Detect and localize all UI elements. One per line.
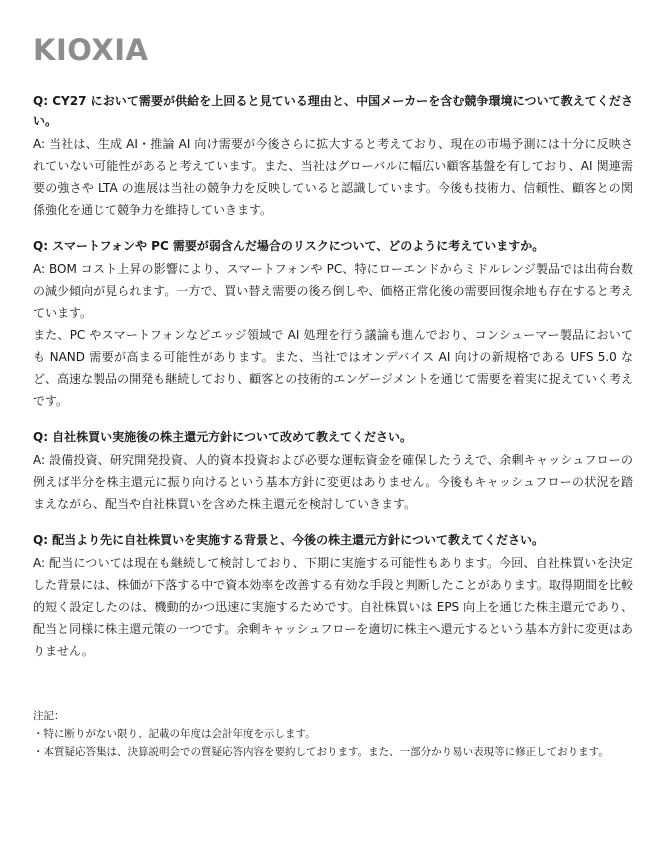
answer-3 (33, 449, 633, 515)
question-4: Q: 配当より先に自社株買いを実施する背景と、今後の株主還元方針について教えてください。 (33, 533, 544, 547)
answer-3-paragraph-1: A: 設備投資、研究開発投資、人的資本投資および必要な運転資金を確保したうえで、余剰キャッシュフローの例えば半分を株主還元に振り向けるという基本方針に変更はありません。今後もキャッシュフローの状況を踏まえながら、配当や自社株買いを含めた株主還元を検討していきます。 (33, 453, 633, 511)
qa-item-3 (33, 427, 633, 515)
kioxia-logo: KIOXIA (33, 33, 149, 67)
qa-item-1 (33, 91, 633, 221)
answer-1 (33, 133, 633, 221)
answer-1-paragraph-1: A: 当社は、生成 AI・推論 AI 向け需要が今後さらに拡大すると考えており、現在の市場予測には十分に反映されていない可能性があると考えています。また、当社はグローバルに幅広い顧客基盤を有しており、AI 関連需要の強さや LTA の進展は当社の競争力を反映していると認識しています。今後も技術力、信頼性、顧客との関係強化を通じて競争力を維持していきます。 (33, 137, 633, 217)
qa-item-2 (33, 236, 633, 412)
answer-4 (33, 552, 633, 662)
answer-4-paragraph-1: A: 配当については現在も継続して検討しており、下期に実施する可能性もあります。今回、自社株買いを決定した背景には、株価が下落する中で資本効率を改善する有効な手段と判断したことがあります。取得期間を比較的短く設定したのは、機動的かつ迅速に実施するためです。自社株買いは EPS 向上を通じた株主還元であり、配当と同様に株主還元策の一つです。余剰キャッシュフローを適切に株主へ還元するという基本方針に変更はありません。 (33, 556, 633, 658)
qa-section (33, 91, 633, 677)
notes-section (33, 707, 633, 761)
note-item-1: ・特に断りがない限り、記載の年度は会計年度を示します。 (33, 728, 316, 740)
note-item-2: ・本質疑応答集は、決算説明会での質疑応答内容を要約しております。また、一部分かり易い表現等に修正しております。 (33, 746, 609, 758)
answer-2-paragraph-2: また、PC やスマートフォンなどエッジ領域で AI 処理を行う議論も進んでおり、コンシューマー製品においても NAND 需要が高まる可能性があります。また、当社ではオンデバイス AI 向けの新規格である UFS 5.0 など、高速な製品の開発も継続しており、顧客との技術的エンゲージメントを通じて需要を着実に捉えていく考えです。 (33, 328, 633, 408)
question-3: Q: 自社株買い実施後の株主還元方針について改めて教えてください。 (33, 430, 412, 444)
notes-heading: 注記： (33, 710, 65, 722)
question-2: Q: スマートフォンや PC 需要が弱含んだ場合のリスクについて、どのように考えていますか。 (33, 239, 545, 253)
answer-2 (33, 258, 633, 412)
question-1: Q: CY27 において需要が供給を上回ると見ている理由と、中国メーカーを含む競争環境について教えてください。 (33, 94, 633, 128)
qa-item-4 (33, 530, 633, 662)
answer-2-paragraph-1: A: BOM コスト上昇の影響により、スマートフォンや PC、特にローエンドからミドルレンジ製品では出荷台数の減少傾向が見られます。一方で、買い替え需要の後ろ倒しや、価格正常化後の需要回復余地も存在すると考えています。 (33, 262, 633, 320)
